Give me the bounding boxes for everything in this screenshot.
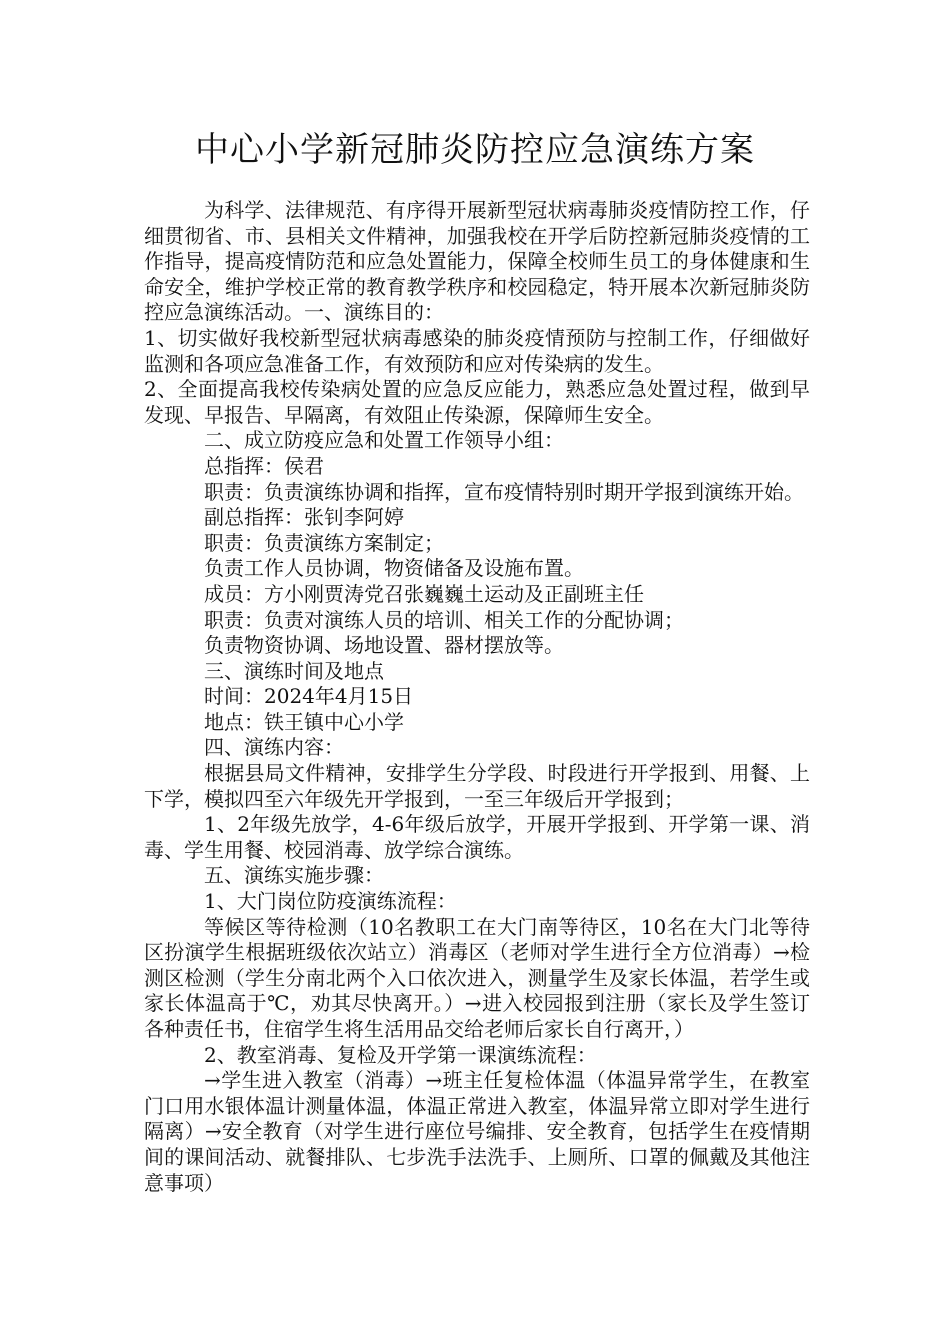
content-paragraph-2: 1、2年级先放学，4-6年级后放学，开展开学报到、开学第一课、消毒、学生用餐、校园消毒、放学综合演练。 xyxy=(144,812,810,862)
section-heading-leadership: 二、成立防疫应急和处置工作领导小组： xyxy=(204,428,564,453)
commander-line: 总指挥：侯君 xyxy=(204,453,324,478)
document-body xyxy=(144,198,810,1196)
document-title: 中心小学新冠肺炎防控应急演练方案 xyxy=(195,130,755,170)
content-paragraph-1: 根据县局文件精神，安排学生分学段、时段进行开学报到、用餐、上下学，模拟四至六年级先开学报到，一至三年级后开学报到； xyxy=(144,761,810,811)
deputy-duty-2: 负责工作人员协调，物资储备及设施布置。 xyxy=(204,556,584,581)
commander-duty: 职责：负责演练协调和指挥，宣布疫情特别时期开学报到演练开始。 xyxy=(204,479,804,504)
section-heading-time-place: 三、演练时间及地点 xyxy=(204,658,384,683)
members-line: 成员：方小刚贾涛党召张巍巍土运动及正副班主任 xyxy=(204,581,644,606)
members-duty-2: 负责物资协调、场地设置、器材摆放等。 xyxy=(204,633,564,658)
purpose-item-2: 2、全面提高我校传染病处置的应急反应能力，熟悉应急处置过程，做到早发现、早报告、早隔离，有效阻止传染源，保障师生安全。 xyxy=(144,377,810,427)
step-2-heading: 2、教室消毒、复检及开学第一课演练流程： xyxy=(204,1042,597,1067)
deputy-duty-1: 职责：负责演练方案制定； xyxy=(204,530,444,555)
deputy-commander-line: 副总指挥：张钊李阿婷 xyxy=(204,505,404,530)
drill-time: 时间：2024年4月15日 xyxy=(204,684,414,709)
step-1-flow: 等候区等待检测（10名教职工在大门南等待区，10名在大门北等待区扮演学生根据班级依次站立）消毒区（老师对学生进行全方位消毒）→检测区检测（学生分南北两个入口依次进入，测量学生及家长体温，若学生或家长体温高于℃，劝其尽快离开。）→进入校园报到注册（家长及学生签订各种责任书，住宿学生将生活用品交给老师后家长自行离开，） xyxy=(144,914,810,1041)
section-heading-steps: 五、演练实施步骤： xyxy=(204,863,384,888)
step-1-heading: 1、大门岗位防疫演练流程： xyxy=(204,889,457,914)
members-duty-1: 职责：负责对演练人员的培训、相关工作的分配协调； xyxy=(204,607,684,632)
intro-paragraph: 为科学、法律规范、有序得开展新型冠状病毒肺炎疫情防控工作，仔细贯彻省、市、县相关文件精神，加强我校在开学后防控新冠肺炎疫情的工作指导，提高疫情防范和应急处置能力，保障全校师生员工的身体健康和生命安全，维护学校正常的教育教学秩序和校园稳定，特开展本次新冠肺炎防控应急演练活动。一、演练目的： xyxy=(144,198,810,325)
drill-location: 地点：铁王镇中心小学 xyxy=(204,709,404,734)
section-heading-content: 四、演练内容： xyxy=(204,735,344,760)
step-2-flow: →学生进入教室（消毒）→班主任复检体温（体温异常学生，在教室门口用水银体温计测量体温，体温正常进入教室，体温异常立即对学生进行隔离）→安全教育（对学生进行座位号编排、安全教育，包括学生在疫情期间的课间活动、就餐排队、七步洗手法洗手、上厕所、口罩的佩戴及其他注意事项） xyxy=(144,1068,810,1195)
purpose-item-1: 1、切实做好我校新型冠状病毒感染的肺炎疫情预防与控制工作，仔细做好监测和各项应急准备工作，有效预防和应对传染病的发生。 xyxy=(144,325,810,376)
